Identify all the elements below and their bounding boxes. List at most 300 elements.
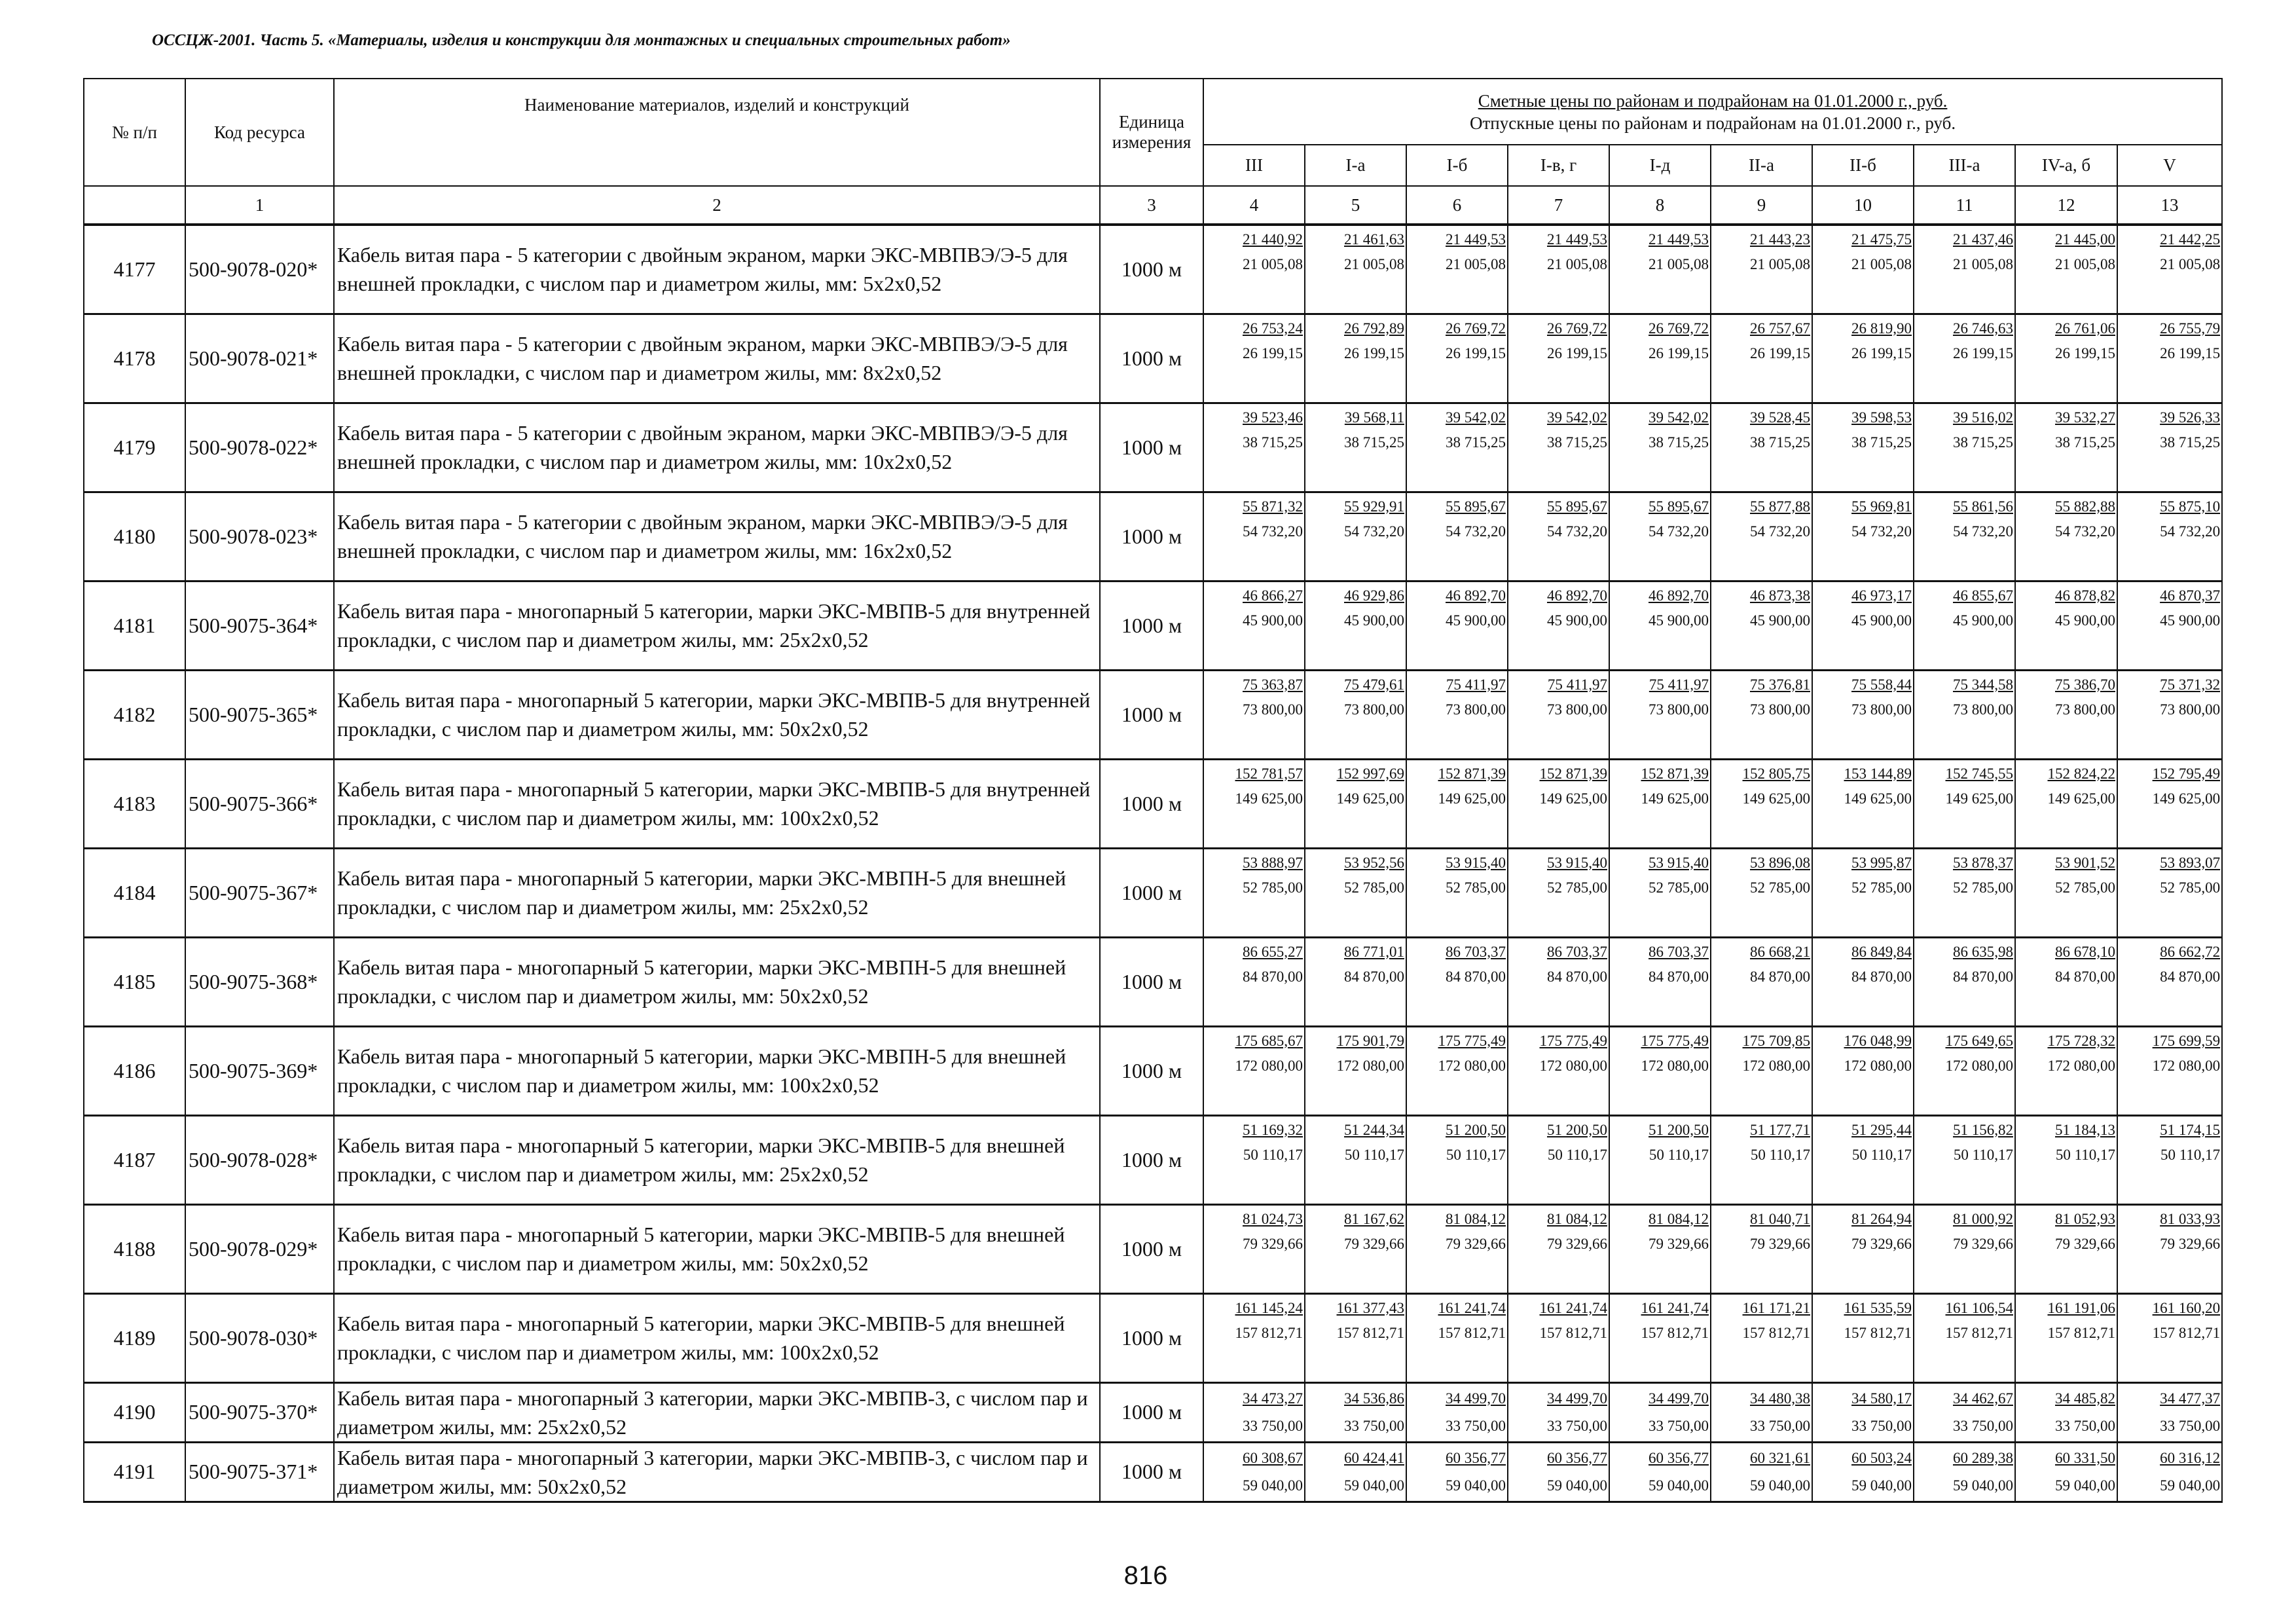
price-cell [1609,403,1711,492]
header-column-number: 1 [185,186,334,225]
table-row [84,225,2222,314]
estimate-price: 53 893,07 [2160,854,2221,871]
table-row [84,492,2222,581]
estimate-price: 152 871,39 [1539,765,1607,782]
release-price: 21 005,08 [1344,256,1404,272]
price-cell [1609,1204,1711,1293]
release-price: 73 800,00 [2160,701,2221,718]
price-cell [1711,1115,1812,1204]
release-price: 45 900,00 [1344,612,1404,629]
release-price: 73 800,00 [1344,701,1404,718]
release-price: 33 750,00 [1243,1417,1303,1434]
resource-code: 500-9078-030* [185,1293,334,1382]
price-cell [1711,759,1812,848]
header-region: I-а [1305,145,1406,186]
estimate-price: 75 344,58 [1953,676,2013,693]
release-price: 73 800,00 [2055,701,2115,718]
release-price: 38 715,25 [1243,434,1303,451]
estimate-price: 152 824,22 [2047,765,2115,782]
price-cell [2015,314,2117,403]
release-price: 79 329,66 [1243,1235,1303,1252]
estimate-price: 152 871,39 [1641,765,1709,782]
estimate-price: 55 895,67 [1547,498,1607,515]
price-cell [1305,403,1406,492]
material-name: Кабель витая пара - многопарный 5 категории, марки ЭКС-МВПВ-5 для внешней прокладки, с числом пар и диаметром жилы, мм: 50х2х0,52 [334,1204,1100,1293]
estimate-price: 34 485,82 [2055,1390,2115,1407]
release-price: 149 625,00 [1945,790,2013,807]
release-price: 33 750,00 [1344,1417,1404,1434]
price-cell [1914,670,2015,759]
release-price: 38 715,25 [1547,434,1607,451]
estimate-price: 34 536,86 [1344,1390,1404,1407]
resource-code: 500-9078-028* [185,1115,334,1204]
release-price: 50 110,17 [1344,1146,1404,1163]
release-price: 79 329,66 [1851,1235,1912,1252]
estimate-price: 161 160,20 [2152,1299,2221,1316]
price-cell [2117,1442,2222,1502]
estimate-price: 86 678,10 [2055,943,2115,960]
resource-code: 500-9078-020* [185,225,334,314]
material-name: Кабель витая пара - 5 категории с двойным экраном, марки ЭКС-МВПВЭ/Э-5 для внешней прокладки, с числом пар и диаметром жилы, мм: 5х2х0,52 [334,225,1100,314]
estimate-price: 21 440,92 [1243,231,1303,248]
release-price: 84 870,00 [1547,968,1607,985]
price-cell [1305,314,1406,403]
release-price: 50 110,17 [1243,1146,1303,1163]
estimate-price: 55 895,67 [1649,498,1709,515]
estimate-price: 26 761,06 [2055,320,2115,337]
release-price: 73 800,00 [1243,701,1303,718]
row-number: 4183 [84,759,185,848]
price-cell [1508,403,1609,492]
release-price: 73 800,00 [1750,701,1810,718]
price-cell [1508,1115,1609,1204]
resource-code: 500-9075-371* [185,1442,334,1502]
estimate-price: 55 877,88 [1750,498,1810,515]
estimate-price: 21 442,25 [2160,231,2221,248]
header-region: I-в, г [1508,145,1609,186]
header-region: I-д [1609,145,1711,186]
row-number: 4184 [84,848,185,937]
estimate-price: 53 915,40 [1649,854,1709,871]
estimate-price: 21 449,53 [1547,231,1607,248]
release-price: 45 900,00 [1649,612,1709,629]
price-cell [1914,1293,2015,1382]
estimate-price: 26 769,72 [1547,320,1607,337]
estimate-price: 75 376,81 [1750,676,1810,693]
estimate-price: 161 145,24 [1235,1299,1303,1316]
estimate-price: 86 849,84 [1851,943,1912,960]
header-prices-release: Отпускные цены по районам и подрайонам на 01.01.2000 г., руб. [1469,113,1956,133]
release-price: 52 785,00 [1446,879,1506,896]
estimate-price: 51 156,82 [1953,1121,2013,1138]
estimate-price: 55 882,88 [2055,498,2115,515]
price-cell [1812,848,1914,937]
price-cell [1609,1115,1711,1204]
price-cell [2015,1204,2117,1293]
row-number: 4187 [84,1115,185,1204]
price-cell [1711,403,1812,492]
price-cell [1711,848,1812,937]
estimate-price: 26 753,24 [1243,320,1303,337]
table-row [84,1026,2222,1115]
price-cell [1305,581,1406,670]
price-cell [1508,1204,1609,1293]
estimate-price: 26 757,67 [1750,320,1810,337]
estimate-price: 46 870,37 [2160,587,2221,604]
estimate-price: 55 895,67 [1446,498,1506,515]
price-cell [2015,937,2117,1026]
estimate-price: 34 499,70 [1649,1390,1709,1407]
row-number: 4177 [84,225,185,314]
price-cell [1609,314,1711,403]
estimate-price: 161 241,74 [1438,1299,1506,1316]
release-price: 84 870,00 [2160,968,2221,985]
release-price: 59 040,00 [1649,1477,1709,1494]
header-column-number: 4 [1203,186,1305,225]
release-price: 52 785,00 [1547,879,1607,896]
price-cell [1508,1026,1609,1115]
header-column-number: 2 [334,186,1100,225]
table-row [84,581,2222,670]
estimate-price: 21 443,23 [1750,231,1810,248]
price-cell [1812,1293,1914,1382]
price-cell [2015,670,2117,759]
estimate-price: 153 144,89 [1844,765,1912,782]
resource-code: 500-9075-368* [185,937,334,1026]
price-cell [1711,1026,1812,1115]
price-cell [2015,225,2117,314]
header-column-number: 7 [1508,186,1609,225]
estimate-price: 161 171,21 [1742,1299,1810,1316]
estimate-price: 53 995,87 [1851,854,1912,871]
price-cell [1305,1382,1406,1442]
unit-cell: 1000 м [1100,403,1203,492]
estimate-price: 21 461,63 [1344,231,1404,248]
release-price: 149 625,00 [1844,790,1912,807]
release-price: 79 329,66 [2055,1235,2115,1252]
table-row [84,1115,2222,1204]
header-column-number: 10 [1812,186,1914,225]
unit-cell: 1000 м [1100,848,1203,937]
estimate-price: 81 264,94 [1851,1210,1912,1227]
estimate-price: 46 929,86 [1344,587,1404,604]
resource-code: 500-9075-367* [185,848,334,937]
price-cell [1812,581,1914,670]
estimate-price: 75 558,44 [1851,676,1912,693]
material-name: Кабель витая пара - многопарный 5 категории, марки ЭКС-МВПН-5 для внешней прокладки, с числом пар и диаметром жилы, мм: 50х2х0,52 [334,937,1100,1026]
estimate-price: 51 200,50 [1547,1121,1607,1138]
release-price: 54 732,20 [1851,523,1912,540]
header-column-number: 3 [1100,186,1203,225]
resource-code: 500-9078-021* [185,314,334,403]
price-cell [1609,1382,1711,1442]
price-cell [1711,225,1812,314]
price-cell [1812,759,1914,848]
release-price: 33 750,00 [1547,1417,1607,1434]
release-price: 26 199,15 [1953,344,2013,361]
estimate-price: 53 915,40 [1446,854,1506,871]
row-number: 4191 [84,1442,185,1502]
estimate-price: 39 532,27 [2055,409,2115,426]
unit-cell: 1000 м [1100,1204,1203,1293]
price-cell [1305,759,1406,848]
price-cell [1203,1204,1305,1293]
price-cell [1305,1442,1406,1502]
estimate-price: 51 200,50 [1649,1121,1709,1138]
estimate-price: 60 424,41 [1344,1449,1404,1466]
header-region: II-б [1812,145,1914,186]
release-price: 172 080,00 [1844,1057,1912,1074]
estimate-price: 34 580,17 [1851,1390,1912,1407]
estimate-price: 34 480,38 [1750,1390,1810,1407]
release-price: 157 812,71 [1235,1324,1303,1341]
price-cell [1203,314,1305,403]
release-price: 54 732,20 [1446,523,1506,540]
unit-cell: 1000 м [1100,1026,1203,1115]
price-cell [1305,1115,1406,1204]
price-cell [2015,1382,2117,1442]
table-row [84,1204,2222,1293]
estimate-price: 152 781,57 [1235,765,1303,782]
estimate-price: 39 542,02 [1547,409,1607,426]
release-price: 45 900,00 [2160,612,2221,629]
estimate-price: 176 048,99 [1844,1032,1912,1049]
header-colnum-empty [84,186,185,225]
estimate-price: 75 363,87 [1243,676,1303,693]
price-cell [1203,670,1305,759]
release-price: 172 080,00 [1336,1057,1404,1074]
price-cell [1812,225,1914,314]
price-cell [1203,1382,1305,1442]
price-cell [1812,1442,1914,1502]
price-cell [1711,1293,1812,1382]
estimate-price: 81 084,12 [1547,1210,1607,1227]
price-cell [1508,759,1609,848]
estimate-price: 152 871,39 [1438,765,1506,782]
price-cell [1406,492,1508,581]
estimate-price: 51 200,50 [1446,1121,1506,1138]
estimate-price: 175 775,49 [1438,1032,1506,1049]
price-cell [2117,225,2222,314]
release-price: 172 080,00 [2047,1057,2115,1074]
release-price: 59 040,00 [1446,1477,1506,1494]
unit-cell: 1000 м [1100,1442,1203,1502]
price-cell [1609,670,1711,759]
estimate-price: 175 699,59 [2152,1032,2221,1049]
estimate-price: 161 535,59 [1844,1299,1912,1316]
release-price: 84 870,00 [1851,968,1912,985]
release-price: 52 785,00 [1851,879,1912,896]
release-price: 54 732,20 [2055,523,2115,540]
price-cell [1812,1115,1914,1204]
price-cell [1305,848,1406,937]
release-price: 79 329,66 [1750,1235,1810,1252]
estimate-price: 175 685,67 [1235,1032,1303,1049]
estimate-price: 152 805,75 [1742,765,1810,782]
estimate-price: 86 668,21 [1750,943,1810,960]
price-cell [1406,1293,1508,1382]
estimate-price: 81 052,93 [2055,1210,2115,1227]
price-cell [1508,314,1609,403]
release-price: 157 812,71 [1844,1324,1912,1341]
estimate-price: 53 896,08 [1750,854,1810,871]
resource-code: 500-9075-370* [185,1382,334,1442]
release-price: 157 812,71 [1539,1324,1607,1341]
release-price: 59 040,00 [1953,1477,2013,1494]
release-price: 54 732,20 [1649,523,1709,540]
price-cell [1406,1026,1508,1115]
estimate-price: 34 499,70 [1547,1390,1607,1407]
estimate-price: 86 662,72 [2160,943,2221,960]
row-number: 4189 [84,1293,185,1382]
release-price: 45 900,00 [1851,612,1912,629]
row-number: 4182 [84,670,185,759]
estimate-price: 81 040,71 [1750,1210,1810,1227]
price-cell [1508,1382,1609,1442]
estimate-price: 60 356,77 [1547,1449,1607,1466]
price-cell [2015,1442,2117,1502]
estimate-price: 81 167,62 [1344,1210,1404,1227]
header-column-number: 13 [2117,186,2222,225]
price-cell [1406,937,1508,1026]
price-cell [1914,1382,2015,1442]
release-price: 33 750,00 [1649,1417,1709,1434]
price-cell [1711,492,1812,581]
price-cell [1203,1293,1305,1382]
release-price: 84 870,00 [1243,968,1303,985]
price-cell [1203,225,1305,314]
release-price: 26 199,15 [1446,344,1506,361]
price-cell [1812,937,1914,1026]
estimate-price: 53 878,37 [1953,854,2013,871]
price-cell [1406,848,1508,937]
price-cell [1406,314,1508,403]
resource-code: 500-9075-364* [185,581,334,670]
release-price: 54 732,20 [1547,523,1607,540]
release-price: 73 800,00 [1953,701,2013,718]
price-cell [1812,1382,1914,1442]
release-price: 33 750,00 [1446,1417,1506,1434]
release-price: 21 005,08 [1243,256,1303,272]
price-cell [1914,759,2015,848]
table-row [84,937,2222,1026]
release-price: 79 329,66 [1344,1235,1404,1252]
release-price: 26 199,15 [2055,344,2115,361]
header-column-number: 12 [2015,186,2117,225]
price-cell [1406,403,1508,492]
price-cell [1609,492,1711,581]
material-name: Кабель витая пара - многопарный 5 категории, марки ЭКС-МВПВ-5 для внутренней прокладки, с числом пар и диаметром жилы, мм: 25х2х0,52 [334,581,1100,670]
release-price: 73 800,00 [1547,701,1607,718]
estimate-price: 175 775,49 [1641,1032,1709,1049]
price-cell [2117,759,2222,848]
estimate-price: 86 703,37 [1446,943,1506,960]
release-price: 26 199,15 [1649,344,1709,361]
release-price: 84 870,00 [2055,968,2115,985]
price-cell [1203,403,1305,492]
row-number: 4181 [84,581,185,670]
estimate-price: 26 769,72 [1649,320,1709,337]
price-cell [1406,1382,1508,1442]
price-cell [1609,1293,1711,1382]
release-price: 54 732,20 [2160,523,2221,540]
resource-code: 500-9078-029* [185,1204,334,1293]
release-price: 52 785,00 [1750,879,1810,896]
price-cell [1609,581,1711,670]
price-cell [1406,1115,1508,1204]
material-name: Кабель витая пара - многопарный 5 категории, марки ЭКС-МВПВ-5 для внутренней прокладки, с числом пар и диаметром жилы, мм: 100х2х0,52 [334,759,1100,848]
price-cell [1508,1293,1609,1382]
release-price: 38 715,25 [1649,434,1709,451]
estimate-price: 26 746,63 [1953,320,2013,337]
unit-cell: 1000 м [1100,225,1203,314]
price-cell [1508,670,1609,759]
release-price: 52 785,00 [1344,879,1404,896]
release-price: 52 785,00 [1649,879,1709,896]
estimate-price: 152 745,55 [1945,765,2013,782]
estimate-price: 60 321,61 [1750,1449,1810,1466]
price-cell [1914,225,2015,314]
material-name: Кабель витая пара - 5 категории с двойным экраном, марки ЭКС-МВПВЭ/Э-5 для внешней прокладки, с числом пар и диаметром жилы, мм: 10х2х0,52 [334,403,1100,492]
table-row [84,848,2222,937]
material-name: Кабель витая пара - многопарный 5 категории, марки ЭКС-МВПН-5 для внешней прокладки, с числом пар и диаметром жилы, мм: 25х2х0,52 [334,848,1100,937]
release-price: 79 329,66 [1953,1235,2013,1252]
price-cell [1609,848,1711,937]
estimate-price: 86 771,01 [1344,943,1404,960]
estimate-price: 46 973,17 [1851,587,1912,604]
release-price: 38 715,25 [1851,434,1912,451]
estimate-price: 75 411,97 [1649,676,1709,693]
estimate-price: 34 477,37 [2160,1390,2221,1407]
estimate-price: 152 795,49 [2152,765,2221,782]
estimate-price: 161 377,43 [1336,1299,1404,1316]
estimate-price: 39 526,33 [2160,409,2221,426]
price-cell [2117,1293,2222,1382]
estimate-price: 34 462,67 [1953,1390,2013,1407]
release-price: 59 040,00 [2055,1477,2115,1494]
header-region: IV-а, б [2015,145,2117,186]
estimate-price: 51 244,34 [1344,1121,1404,1138]
header-region: I-б [1406,145,1508,186]
estimate-price: 55 929,91 [1344,498,1404,515]
release-price: 50 110,17 [1547,1146,1607,1163]
estimate-price: 53 952,56 [1344,854,1404,871]
price-cell [1305,492,1406,581]
price-cell [1609,759,1711,848]
release-price: 79 329,66 [1649,1235,1709,1252]
price-cell [1914,403,2015,492]
price-cell [1812,492,1914,581]
estimate-price: 75 371,32 [2160,676,2221,693]
price-cell [1406,670,1508,759]
page-number: 816 [1123,1561,1168,1590]
table-row [84,1382,2222,1442]
resource-code: 500-9075-369* [185,1026,334,1115]
header-region: III [1203,145,1305,186]
estimate-price: 81 084,12 [1649,1210,1709,1227]
material-name: Кабель витая пара - многопарный 5 категории, марки ЭКС-МВПВ-5 для внешней прокладки, с числом пар и диаметром жилы, мм: 100х2х0,52 [334,1293,1100,1382]
price-cell [1203,1442,1305,1502]
release-price: 21 005,08 [2160,256,2221,272]
unit-cell: 1000 м [1100,937,1203,1026]
release-price: 73 800,00 [1851,701,1912,718]
estimate-price: 81 033,93 [2160,1210,2221,1227]
estimate-price: 21 449,53 [1446,231,1506,248]
release-price: 45 900,00 [1953,612,2013,629]
price-cell [1914,1442,2015,1502]
material-name: Кабель витая пара - многопарный 5 категории, марки ЭКС-МВПН-5 для внешней прокладки, с числом пар и диаметром жилы, мм: 100х2х0,52 [334,1026,1100,1115]
estimate-price: 86 703,37 [1547,943,1607,960]
